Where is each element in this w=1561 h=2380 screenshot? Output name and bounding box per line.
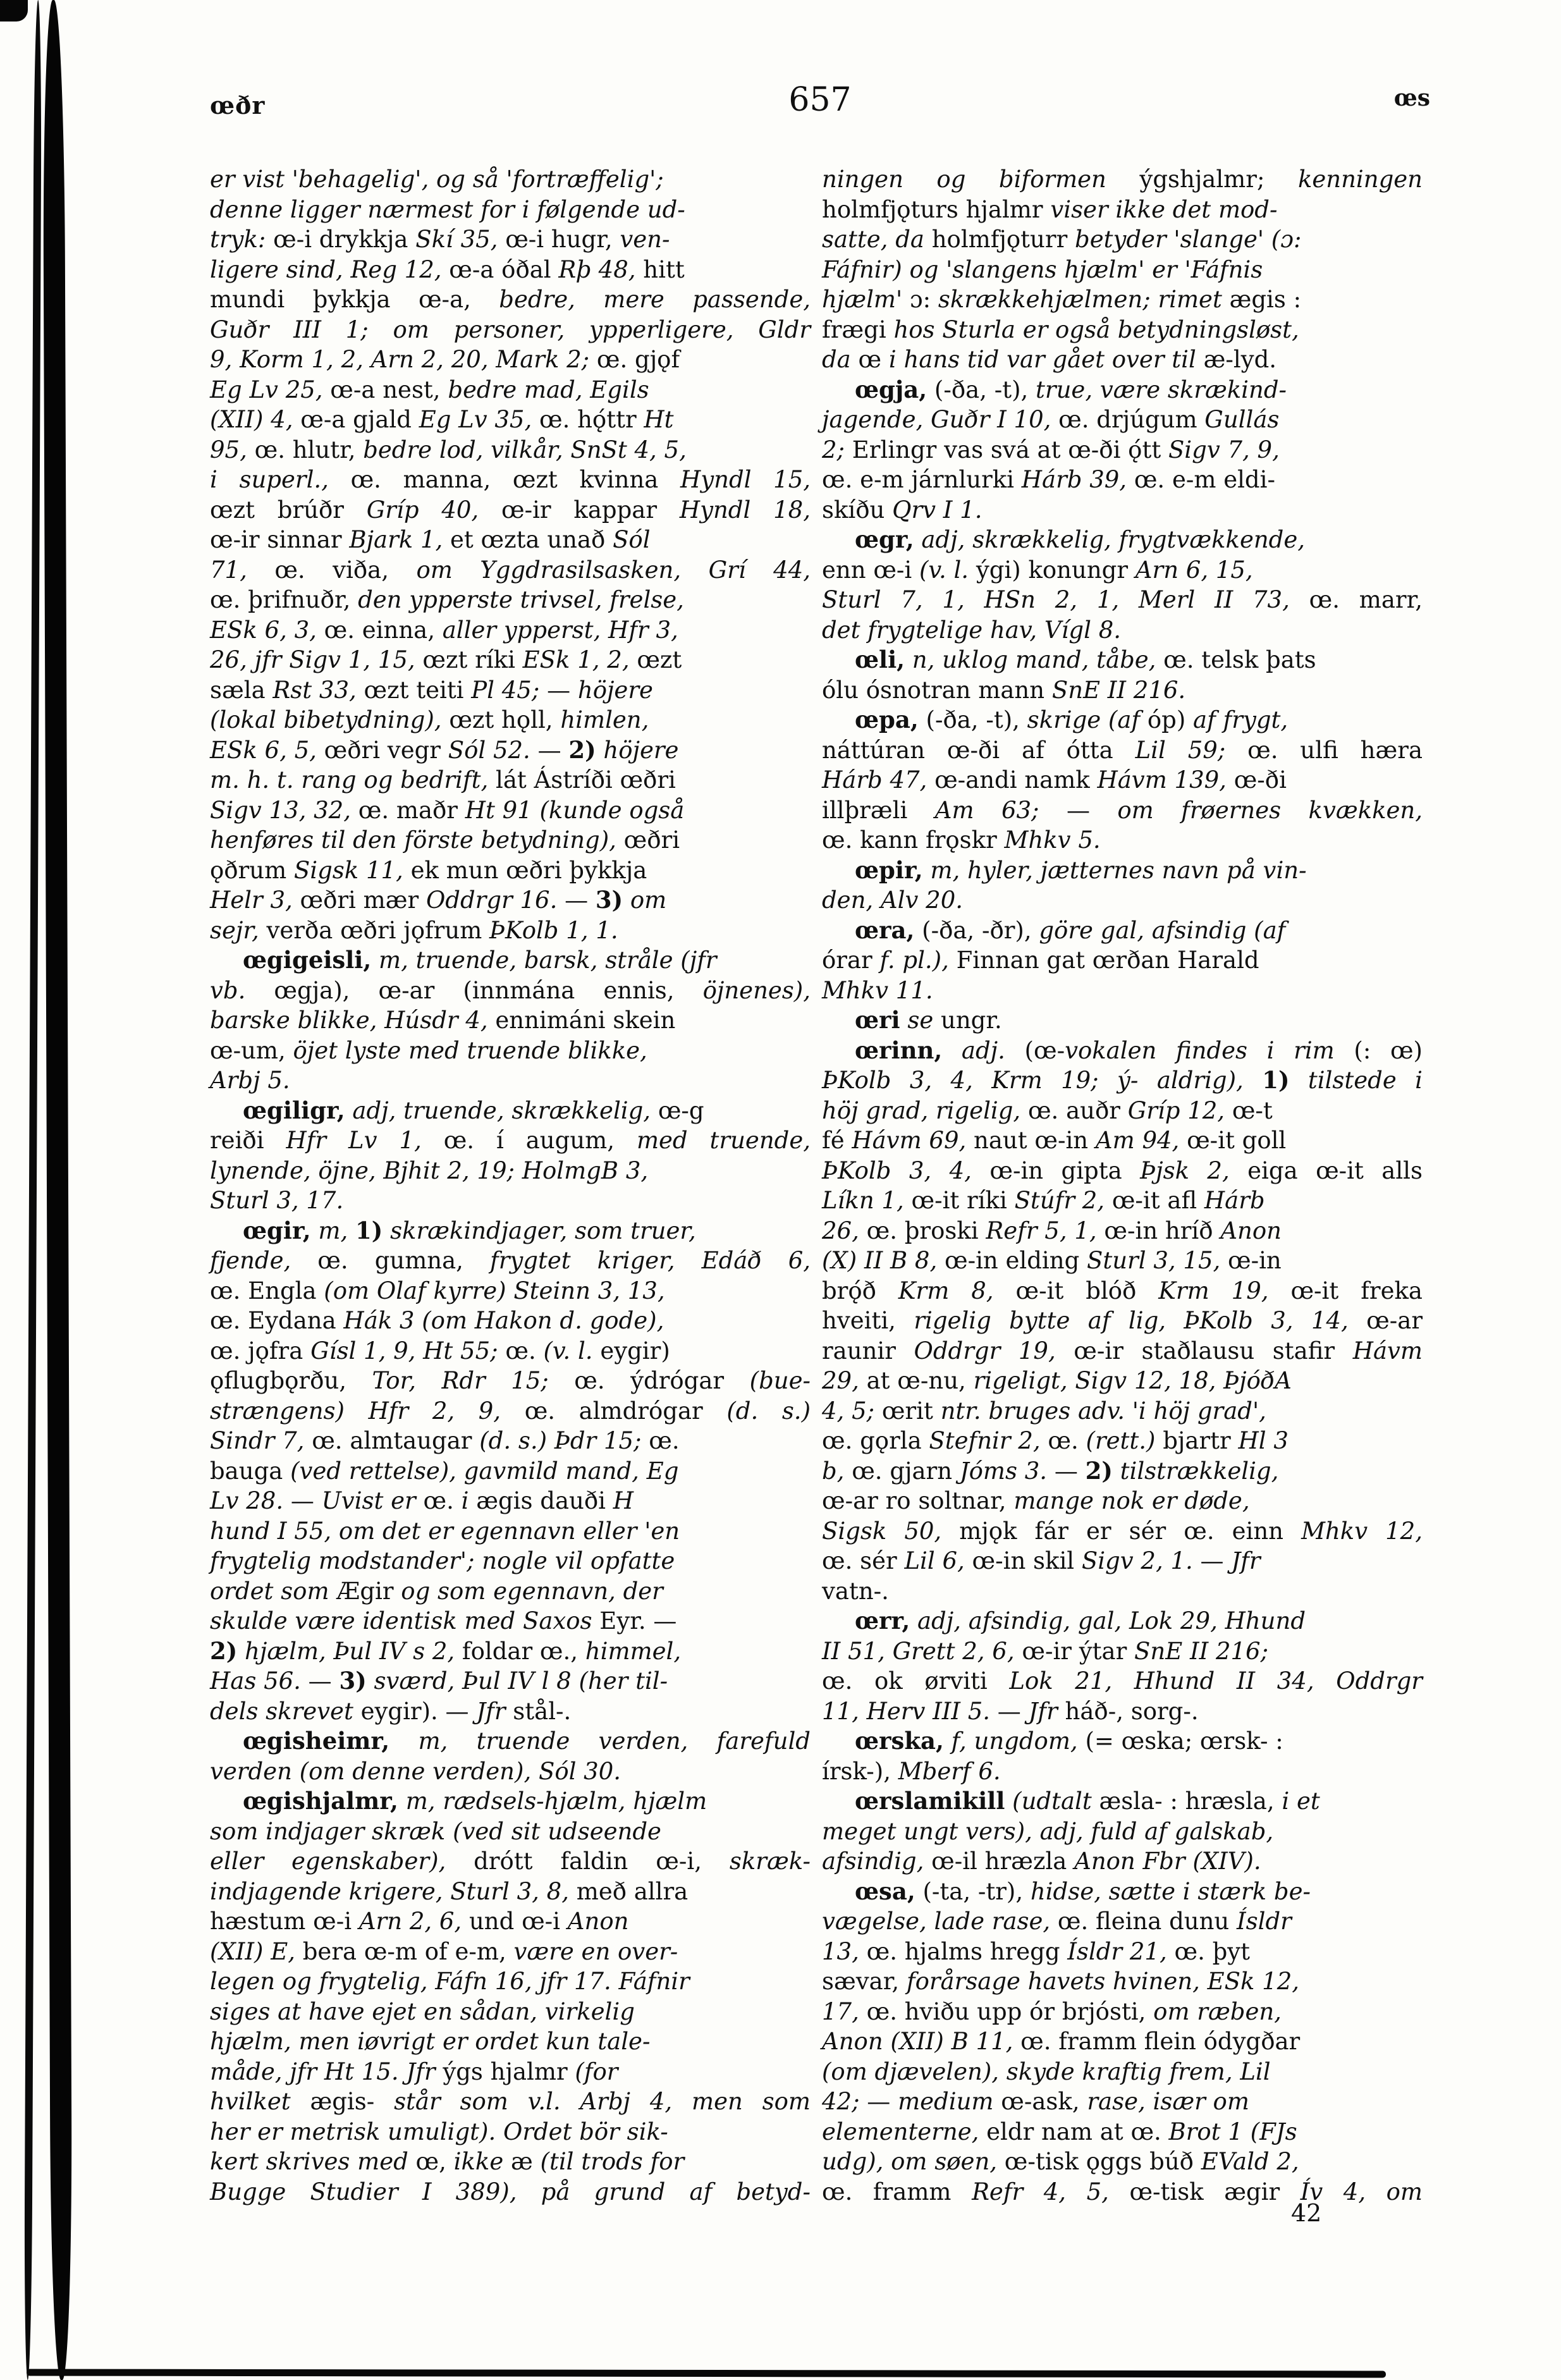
- text-line: œ. ok ørviti Lok 21, Hhund II 34, Oddrgr: [822, 1667, 1423, 1695]
- text-line: 71, œ. viða, om Yggdrasilsasken, Grí 44,: [210, 556, 811, 584]
- text-line: legen og frygtelig, Fáfn 16, jfr 17. Fáfnir: [210, 1968, 690, 1995]
- text-line: œrr, adj, afsindig, gal, Lok 29, Hhund: [855, 1607, 1306, 1635]
- text-line: hveiti, rigelig bytte af lig, ÞKolb 3, 14, œ-ar: [822, 1307, 1423, 1334]
- text-line: œ. Eydana Hák 3 (om Hakon d. gode),: [210, 1307, 664, 1334]
- text-line: 26, œ. þroski Refr 5, 1, œ-in hríð Anon: [822, 1217, 1282, 1244]
- text-line: œgisheimr, m, truende verden, farefuld: [243, 1727, 811, 1755]
- text-line: siges at have ejet en sådan, virkelig: [210, 1997, 635, 2025]
- text-line: vægelse, lade rase, œ. fleina dunu Ísldr: [822, 1908, 1292, 1935]
- text-line: 4, 5; œrit ntr. bruges adv. 'i höj grad',: [822, 1397, 1266, 1425]
- text-line: bauga (ved rettelse), gavmild mand, Eg: [210, 1457, 679, 1485]
- text-line: 13, œ. hjalms hregg Ísldr 21, œ. þyt: [822, 1937, 1251, 1965]
- text-line: (lokal bibetydning), œzt hǫll, himlen,: [210, 706, 649, 733]
- text-line: (XII) 4, œ-a gjald Eg Lv 35, œ. hǫ́ttr Ht: [210, 406, 674, 433]
- text-line: holmfjǫturs hjalmr viser ikke det mod-: [822, 195, 1278, 223]
- text-line: henføres til den förste betydning), œðri: [210, 826, 680, 854]
- text-line: Eg Lv 25, œ-a nest, bedre mad, Egils: [210, 376, 649, 403]
- text-line: afsindig, œ-il hræzla Anon Fbr (XIV).: [822, 1848, 1261, 1875]
- text-line: 17, œ. hviðu upp ór brjósti, om ræben,: [822, 1997, 1282, 2025]
- text-line: œrinn, adj. (œ-vokalen findes i rim (: œ): [855, 1036, 1423, 1064]
- text-line: œra, (-ða, -ðr), göre gal, afsindig (af: [855, 916, 1286, 944]
- running-head-left-keyword: œðr: [210, 91, 266, 120]
- text-line: m. h. t. rang og bedrift, lát Ástríði œðri: [210, 766, 676, 794]
- text-line: b, œ. gjarn Jóms 3. — 2) tilstrækkelig,: [822, 1456, 1279, 1485]
- text-line: kert skrives med œ, ikke æ (til trods for: [210, 2148, 685, 2175]
- text-line: 2; Erlingr vas svá at œ-ði ǫ́tt Sigv 7, 9,: [822, 436, 1280, 463]
- text-line: 29, at œ-nu, rigeligt, Sigv 12, 18, ÞjóðA: [822, 1367, 1292, 1394]
- text-line: Sturl 3, 17.: [210, 1187, 344, 1214]
- text-line: œpa, (-ða, -t), skrige (af óp) af frygt,: [855, 706, 1289, 733]
- text-line: náttúran œ-ði af ótta Lil 59; œ. ulfi hæra: [822, 736, 1423, 764]
- binding-shadow-thick: [42, 0, 72, 2380]
- text-line: ningen og biformen ýgshjalmr; kenningen: [822, 166, 1423, 193]
- text-line: (om djævelen), skyde kraftig frem, Lil: [822, 2058, 1271, 2085]
- text-line: œzt brúðr Gríp 40, œ-ir kappar Hyndl 18,: [210, 496, 811, 524]
- text-line: œgr, adj, skrækkelig, frygtvækkende,: [855, 525, 1306, 553]
- text-column-right: [822, 164, 1423, 2207]
- text-line: verden (om denne verden), Sól 30.: [210, 1757, 621, 1785]
- text-line: órar f. pl.), Finnan gat œrðan Harald: [822, 947, 1259, 974]
- text-line: ǫðrum Sigsk 11, ek mun œðri þykkja: [210, 856, 647, 884]
- text-line: ǫflugbǫrðu, Tor, Rdr 15; œ. ýdrógar (bue-: [210, 1367, 811, 1394]
- text-line: œsa, (-ta, -tr), hidse, sætte i stærk be-: [855, 1877, 1311, 1905]
- text-line: ligere sind, Reg 12, œ-a óðal Rþ 48, hitt: [210, 255, 685, 283]
- text-line: Sindr 7, œ. almtaugar (d. s.) Þdr 15; œ.: [210, 1427, 680, 1454]
- binding-shadow-thin: [24, 0, 42, 2380]
- text-line: indjagende krigere, Sturl 3, 8, með allra: [210, 1877, 689, 1905]
- text-line: lynende, öjne, Bjhit 2, 19; HolmgB 3,: [210, 1156, 649, 1184]
- text-line: œ. framm Refr 4, 5, œ-tisk ægir Ív 4, om: [822, 2178, 1423, 2205]
- text-line: Lv 28. — Uvist er œ. i ægis dauði H: [210, 1487, 634, 1514]
- text-line: her er metrisk umuligt). Ordet bör sik-: [210, 2118, 668, 2145]
- text-line: mundi þykkja œ-a, bedre, mere passende,: [210, 286, 811, 313]
- text-line: frygtelig modstander'; nogle vil opfatte: [210, 1547, 675, 1574]
- text-line: Sigsk 50, mjǫk fár er sér œ. einn Mhkv 12,: [822, 1517, 1423, 1545]
- text-line: Has 56. — 3) sværd, Þul IV l 8 (her til-: [210, 1667, 668, 1695]
- text-line: hund I 55, om det er egennavn eller 'en: [210, 1517, 680, 1545]
- text-line: œ-ar ro soltnar, mange nok er døde,: [822, 1487, 1250, 1514]
- text-line: ólu ósnotran mann SnE II 216.: [822, 676, 1186, 704]
- text-line: vatn-.: [822, 1577, 889, 1605]
- text-line: œrska, f, ungdom, (= œska; œrsk- :: [855, 1727, 1283, 1755]
- text-line: Sturl 7, 1, HSn 2, 1, Merl II 73, œ. marr,: [822, 586, 1423, 613]
- text-line: skíðu Qrv I 1.: [822, 496, 983, 524]
- text-line: ESk 6, 3, œ. einna, aller ypperst, Hfr 3,: [210, 616, 678, 644]
- text-line: œri se ungr.: [855, 1006, 1002, 1034]
- text-line: er vist 'behagelig', og så 'fortræffelig';: [210, 166, 664, 193]
- text-line: vb. œgja), œ-ar (innmána ennis, öjnenes),: [210, 976, 811, 1004]
- text-line: œ. e-m járnlurki Hárb 39, œ. e-m eldi-: [822, 466, 1275, 493]
- text-line: meget ungt vers), adj, fuld af galskab,: [822, 1817, 1274, 1845]
- text-line: Arbj 5.: [210, 1067, 290, 1094]
- text-line: œrslamikill (udtalt æsla- : hræsla, i et: [855, 1787, 1320, 1815]
- text-line: udg), om søen, œ-tisk ǫggs búð EVald 2,: [822, 2148, 1299, 2175]
- text-line: i superl., œ. manna, œzt kvinna Hyndl 15,: [210, 466, 811, 493]
- text-line: sævar, forårsage havets hvinen, ESk 12,: [822, 1968, 1299, 1995]
- page-number: 657: [788, 81, 852, 119]
- sheet-signature-number: 42: [1291, 2199, 1322, 2227]
- text-line: œgishjalmr, m, rædsels-hjælm, hjælm: [243, 1787, 707, 1815]
- text-line: raunir Oddrgr 19, œ-ir staðlausu stafir Hávm: [822, 1337, 1423, 1365]
- text-line: Mhkv 11.: [822, 976, 933, 1004]
- text-line: œ. gǫrla Stefnir 2, œ. (rett.) bjartr Hl 3: [822, 1427, 1289, 1454]
- text-line: hjælm, men iøvrigt er ordet kun tale-: [210, 2028, 651, 2055]
- text-line: œ. jǫfra Gísl 1, 9, Ht 55; œ. (v. l. eygir): [210, 1337, 670, 1365]
- text-line: Fáfnir) og 'slangens hjælm' er 'Fáfnis: [822, 255, 1263, 283]
- text-line: œgiligr, adj, truende, skrækkelig, œ-g: [243, 1096, 704, 1124]
- text-line: frægi hos Sturla er også betydningsløst,: [822, 316, 1299, 343]
- text-line: skulde være identisk med Saxos Eyr. —: [210, 1607, 677, 1635]
- text-line: jagende, Guðr I 10, œ. drjúgum Gullás: [822, 406, 1280, 433]
- text-line: œgigeisli, m, truende, barsk, stråle (jfr: [243, 946, 717, 974]
- running-head-right-keyword: œs: [1393, 85, 1430, 111]
- text-line: barske blikke, Húsdr 4, ennimáni skein: [210, 1007, 676, 1034]
- text-line: 95, œ. hlutr, bedre lod, vilkår, SnSt 4, 5,: [210, 436, 687, 463]
- text-line: den, Alv 20.: [822, 886, 963, 914]
- text-line: denne ligger nærmest for i følgende ud-: [210, 195, 685, 223]
- text-line: eller egenskaber), drótt faldin œ-i, skræk-: [210, 1848, 811, 1875]
- text-line: írsk-), Mberf 6.: [822, 1757, 1001, 1785]
- text-line: œgir, m, 1) skrækindjager, som truer,: [243, 1216, 696, 1244]
- text-line: 2) hjælm, Þul IV s 2, foldar œ., himmel,: [210, 1636, 682, 1665]
- text-line: satte, da holmfjǫturr betyder 'slange' (ɔ:: [822, 226, 1302, 253]
- text-line: œ-um, öjet lyste med truende blikke,: [210, 1036, 647, 1064]
- text-column-left: [210, 164, 811, 2207]
- text-line: reiði Hfr Lv 1, œ. í augum, med truende,: [210, 1127, 811, 1154]
- text-line: fjende, œ. gumna, frygtet kriger, Edáð 6,: [210, 1247, 811, 1274]
- text-line: brǫ́ð Krm 8, œ-it blóð Krm 19, œ-it freka: [822, 1277, 1423, 1304]
- page-bottom-edge: [27, 2369, 1386, 2377]
- text-line: ÞKolb 3, 4, œ-in gipta Þjsk 2, eiga œ-it alls: [822, 1156, 1423, 1184]
- text-line: œ. þrifnuðr, den ypperste trivsel, frelse,: [210, 586, 684, 613]
- text-line: tryk: œ-i drykkja Skí 35, œ-i hugr, ven-: [210, 226, 670, 253]
- text-line: Guðr III 1; om personer, ypperligere, Gldr: [210, 316, 811, 343]
- text-line: 11, Herv III 5. — Jfr háð-, sorg-.: [822, 1697, 1199, 1725]
- text-line: 42; — medium œ-ask, rase, især om: [822, 2088, 1249, 2115]
- text-line: œ. Engla (om Olaf kyrre) Steinn 3, 13,: [210, 1277, 665, 1304]
- text-line: (XII) E, bera œ-m of e-m, være en over-: [210, 1937, 678, 1965]
- text-line: sæla Rst 33, œzt teiti Pl 45; — höjere: [210, 676, 653, 704]
- text-line: (X) II B 8, œ-in elding Sturl 3, 15, œ-in: [822, 1247, 1282, 1274]
- text-line: det frygtelige hav, Vígl 8.: [822, 616, 1122, 644]
- text-line: Líkn 1, œ-it ríki Stúfr 2, œ-it afl Hárb: [822, 1187, 1265, 1214]
- text-line: 26, jfr Sigv 1, 15, œzt ríki ESk 1, 2, œzt: [210, 646, 682, 673]
- text-line: Sigv 13, 32, œ. maðr Ht 91 (kunde også: [210, 796, 685, 824]
- text-line: œ. kann frǫskr Mhkv 5.: [822, 826, 1101, 854]
- text-line: ESk 6, 5, œðri vegr Sól 52. — 2) höjere: [210, 735, 679, 764]
- text-line: hæstum œ-i Arn 2, 6, und œ-i Anon: [210, 1908, 629, 1935]
- text-line: fé Hávm 69, naut œ-in Am 94, œ-it goll: [822, 1127, 1287, 1154]
- text-line: strængens) Hfr 2, 9, œ. almdrógar (d. s.): [210, 1397, 811, 1425]
- text-line: enn œ-i (v. l. ýgi) konungr Arn 6, 15,: [822, 556, 1253, 584]
- text-line: hvilket ægis- står som v.l. Arbj 4, men som: [210, 2088, 811, 2115]
- text-line: Anon (XII) B 11, œ. framm flein ódygðar: [822, 2028, 1301, 2055]
- text-line: œli, n, uklog mand, tåbe, œ. telsk þats: [855, 646, 1316, 673]
- text-line: œgja, (-ða, -t), true, være skrækind-: [855, 375, 1287, 403]
- text-line: hjælm' ɔ: skrækkehjælmen; rimet ægis :: [822, 286, 1302, 313]
- text-line: œpir, m, hyler, jætternes navn på vin-: [855, 856, 1307, 884]
- text-line: œ. sér Lil 6, œ-in skil Sigv 2, 1. — Jfr: [822, 1547, 1261, 1574]
- scan-corner-artifact: [0, 0, 28, 21]
- text-line: höj grad, rigelig, œ. auðr Gríp 12, œ-t: [822, 1096, 1273, 1124]
- text-line: II 51, Grett 2, 6, œ-ir ýtar SnE II 216;: [822, 1637, 1269, 1665]
- text-line: Helr 3, œðri mær Oddrgr 16. — 3) om: [210, 886, 667, 914]
- text-line: œ-ir sinnar Bjark 1, et œzta unað Sól: [210, 526, 651, 553]
- text-line: elementerne, eldr nam at œ. Brot 1 (FJs: [822, 2118, 1297, 2145]
- text-line: ÞKolb 3, 4, Krm 19; ý- aldrig), 1) tilstede i: [822, 1066, 1423, 1094]
- text-line: dels skrevet eygir). — Jfr stål-.: [210, 1697, 572, 1725]
- text-line: sejr, verða œðri jǫfrum ÞKolb 1, 1.: [210, 916, 618, 944]
- text-line: måde, jfr Ht 15. Jfr ýgs hjalmr (for: [210, 2058, 618, 2085]
- text-line: Hárb 47, œ-andi namk Hávm 139, œ-ði: [822, 766, 1287, 794]
- text-line: ordet som Ægir og som egennavn, der: [210, 1577, 663, 1605]
- text-line: Bugge Studier I 389), på grund af betyd-: [210, 2178, 811, 2205]
- text-line: illþræli Am 63; — om frøernes kvækken,: [822, 796, 1423, 824]
- text-line: som indjager skræk (ved sit udseende: [210, 1817, 661, 1845]
- text-line: 9, Korm 1, 2, Arn 2, 20, Mark 2; œ. gjǫf: [210, 346, 680, 373]
- running-head: [210, 81, 1430, 125]
- text-line: da œ i hans tid var gået over til æ-lyd.: [822, 346, 1277, 373]
